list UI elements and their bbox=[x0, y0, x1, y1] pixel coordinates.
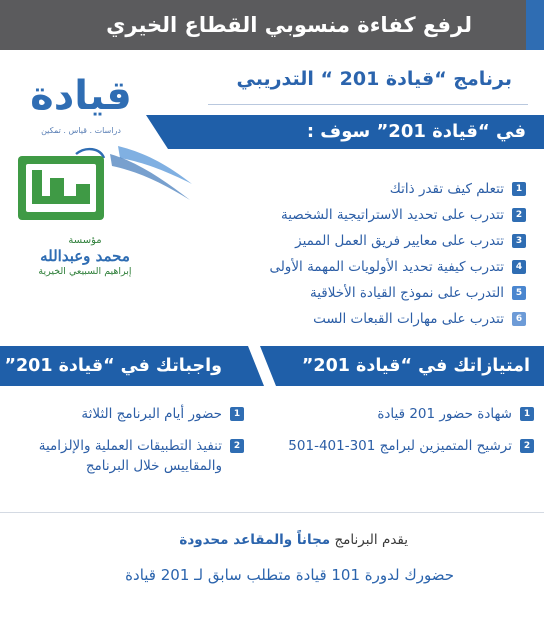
header-title: لرفع كفاءة منسوبي القطاع الخيري bbox=[106, 13, 472, 37]
item-number-badge: 2 bbox=[512, 208, 526, 222]
foundation-label: مؤسسة bbox=[68, 235, 102, 246]
item-number-badge: 2 bbox=[230, 439, 244, 453]
footer-prerequisite: حضورك لدورة 101 قيادة متطلب سابق لـ 201 قيادة bbox=[125, 566, 454, 584]
section-will-banner bbox=[168, 115, 544, 149]
header-banner bbox=[0, 0, 544, 50]
list-item bbox=[196, 178, 526, 200]
item-number-badge: 5 bbox=[512, 286, 526, 300]
header-accent-bar bbox=[526, 0, 544, 50]
list-item-text: تتدرب على معايير فريق العمل المميز bbox=[295, 233, 504, 249]
item-number-badge: 2 bbox=[520, 439, 534, 453]
will-list bbox=[196, 178, 526, 334]
foundation-subtitle: إبراهيم السبيعي الخيرية bbox=[38, 266, 132, 277]
list-item-text: تتدرب على تحديد الاستراتيجية الشخصية bbox=[280, 207, 504, 223]
item-number-badge: 4 bbox=[512, 260, 526, 274]
item-number-badge: 1 bbox=[512, 182, 526, 196]
footer-offer-prefix: يقدم البرنامج bbox=[334, 532, 408, 548]
item-number-badge: 1 bbox=[520, 407, 534, 421]
list-item bbox=[196, 204, 526, 226]
list-item bbox=[196, 230, 526, 252]
duties-banner bbox=[0, 346, 248, 386]
footer-offer bbox=[28, 528, 408, 552]
list-item bbox=[286, 404, 534, 424]
foundation-logo bbox=[10, 234, 170, 280]
leadership-emblem-icon bbox=[14, 140, 196, 230]
section-will-title: في “قيادة 201” سوف : bbox=[306, 121, 526, 142]
list-item-text: تتعلم كيف تقدر ذاتك bbox=[389, 181, 504, 197]
list-item-text: التدرب على نموذج القيادة الأخلاقية bbox=[309, 285, 504, 301]
item-number-badge: 6 bbox=[512, 312, 526, 326]
logo-tagline: دراسات . قياس . تمكين bbox=[41, 126, 121, 135]
list-item bbox=[196, 282, 526, 304]
list-item-text: تتدرب على مهارات القبعات الست bbox=[313, 311, 504, 327]
item-number-badge: 3 bbox=[512, 234, 526, 248]
footer-divider bbox=[0, 512, 544, 513]
list-item-text: تنفيذ التطبيقات العملية والإلزامية bbox=[38, 438, 222, 454]
privileges-banner bbox=[276, 346, 544, 386]
privileges-title: امتيازاتك في “قيادة 201” bbox=[301, 356, 530, 376]
list-item-text: ترشيح المتميزين لبرامج 301-401-501 bbox=[288, 438, 512, 454]
qiyada-logo bbox=[8, 62, 158, 144]
list-item bbox=[8, 404, 244, 424]
duties-list bbox=[8, 404, 244, 488]
list-item bbox=[286, 436, 534, 456]
program-title-rule bbox=[208, 104, 528, 105]
list-item-text-continued: والمقاييس خلال البرنامج bbox=[85, 458, 222, 474]
list-item bbox=[196, 308, 526, 330]
foundation-name: محمد وعبدالله bbox=[40, 247, 130, 265]
item-number-badge: 1 bbox=[230, 407, 244, 421]
list-item bbox=[8, 436, 244, 476]
privileges-list bbox=[286, 404, 534, 468]
list-item bbox=[196, 256, 526, 278]
list-item-text: شهادة حضور 201 قيادة bbox=[377, 406, 512, 422]
list-item-text: تتدرب كيفية تحديد الأولويات المهمة الأولى bbox=[269, 259, 504, 275]
duties-title: واجباتك في “قيادة 201” bbox=[4, 356, 222, 376]
program-title: برنامج “قيادة 201 “ التدريبي bbox=[236, 68, 512, 90]
logo-word: قيادة bbox=[30, 73, 132, 119]
footer-offer-bold: مجاناً والمقاعد محدودة bbox=[179, 532, 331, 548]
list-item-text: حضور أيام البرنامج الثلاثة bbox=[81, 406, 222, 422]
